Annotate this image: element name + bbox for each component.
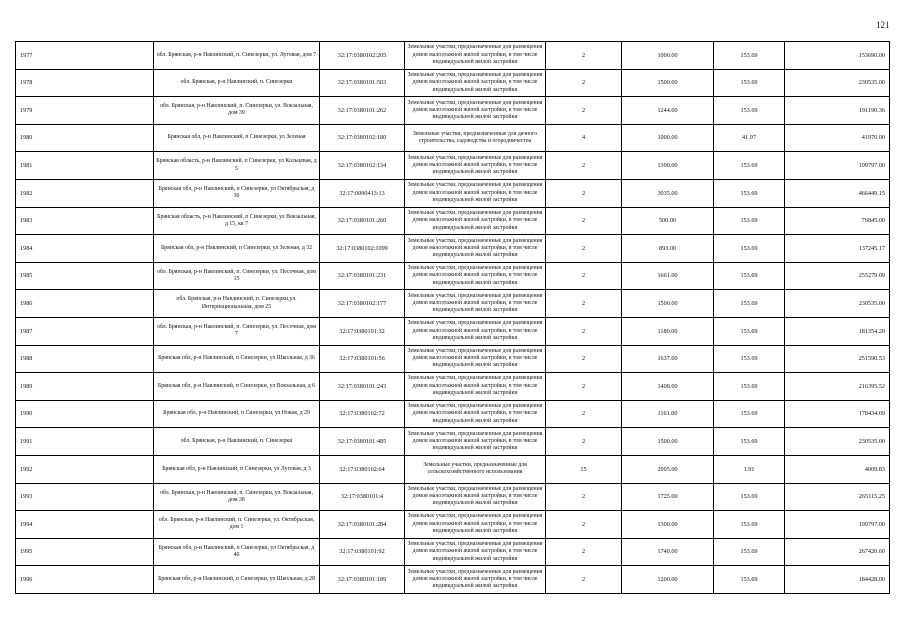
specific-value-cell: 153.69	[714, 69, 785, 97]
row-number-cell: 1983	[16, 207, 154, 235]
table-row	[16, 152, 890, 180]
address-cell: Брянская обл, р-н Навлинский, п Синезерки, ул Октябрьская, д 30	[154, 179, 320, 207]
land-use-purpose-cell: Земельные участки, предназначенные для размещения домов малоэтажной жилой застройки, в том числе индивидуальной жилой застройки	[405, 179, 546, 207]
table-row	[16, 235, 890, 263]
cadastral-number-cell: 32:17:0380101:284	[320, 511, 405, 539]
specific-value-cell: 153.69	[714, 97, 785, 125]
address-cell: обл. Брянская, р-н Навлинский, п. Синезерки,ул. Интернациональная, дом 25	[154, 290, 320, 318]
cadastral-value-cell: 216395.52	[785, 373, 890, 401]
cadastral-value-cell: 230535.00	[785, 428, 890, 456]
row-number-cell: 1987	[16, 317, 154, 345]
table-row	[16, 69, 890, 97]
table-row	[16, 97, 890, 125]
row-number-cell: 1984	[16, 235, 154, 263]
land-use-purpose-cell: Земельные участки, предназначенные для размещения домов малоэтажной жилой застройки, в том числе индивидуальной жилой застройки	[405, 207, 546, 235]
specific-value-cell: 153.69	[714, 511, 785, 539]
address-cell: Брянская обл, р-н Навлинский, п Синезерки, ул Луговая, д 3	[154, 455, 320, 483]
cadastral-number-cell: 32:17:0380102:177	[320, 290, 405, 318]
land-use-purpose-cell: Земельные участки, предназначенные для сельскохозяйственного использования	[405, 455, 546, 483]
page-number: 121	[876, 20, 890, 30]
table-row	[16, 42, 890, 70]
specific-value-cell: 153.69	[714, 179, 785, 207]
cadastral-number-cell: 32:17:0380101:503	[320, 69, 405, 97]
land-use-group-cell: 2	[546, 511, 622, 539]
address-cell: Брянская обл, р-н Навлинский, п Синезерки, ул Школьная, д 36	[154, 345, 320, 373]
land-use-group-cell: 2	[546, 428, 622, 456]
area-cell: 2095.00	[622, 455, 714, 483]
cadastral-value-cell: 178434.09	[785, 400, 890, 428]
row-number-cell: 1996	[16, 566, 154, 594]
area-cell: 1300.00	[622, 511, 714, 539]
table-row	[16, 124, 890, 152]
land-use-purpose-cell: Земельные участки, предназначенные для размещения домов малоэтажной жилой застройки, в том числе индивидуальной жилой застройки	[405, 290, 546, 318]
cadastral-number-cell: 32:17:0380102:64	[320, 455, 405, 483]
address-cell: Брянская обл, р-н Навлинский, п Синезерки, ул Зеленая, д 32	[154, 235, 320, 263]
area-cell: 3035.00	[622, 179, 714, 207]
table-row	[16, 207, 890, 235]
row-number-cell: 1980	[16, 124, 154, 152]
table-row	[16, 483, 890, 511]
cadastral-value-cell: 230535.00	[785, 290, 890, 318]
cadastral-value-cell: 184428.00	[785, 566, 890, 594]
table-row	[16, 538, 890, 566]
land-use-group-cell: 2	[546, 317, 622, 345]
land-use-purpose-cell: Земельные участки, предназначенные для размещения домов малоэтажной жилой застройки, в том числе индивидуальной жилой застройки	[405, 566, 546, 594]
address-cell: обл. Брянская, р-н Навлинский, п. Синезерки, ул. Октябрьская, дом 1	[154, 511, 320, 539]
land-use-group-cell: 2	[546, 97, 622, 125]
area-cell: 1300.00	[622, 152, 714, 180]
table-row	[16, 345, 890, 373]
cadastral-number-cell: 32:17:0380101:189	[320, 566, 405, 594]
table-row	[16, 566, 890, 594]
land-use-purpose-cell: Земельные участки, предназначенные для размещения домов малоэтажной жилой застройки, в том числе индивидуальной жилой застройки	[405, 373, 546, 401]
row-number-cell: 1977	[16, 42, 154, 70]
area-cell: 1000.00	[622, 42, 714, 70]
table-row	[16, 400, 890, 428]
land-use-purpose-cell: Земельные участки, предназначенные для размещения домов малоэтажной жилой застройки, в том числе индивидуальной жилой застройки	[405, 317, 546, 345]
cadastral-number-cell: 32:17:0380102:134	[320, 152, 405, 180]
cadastral-number-cell: 32:17:0380102:205	[320, 42, 405, 70]
land-use-group-cell: 2	[546, 262, 622, 290]
cadastral-number-cell: 32:17:0380101:243	[320, 373, 405, 401]
cadastral-number-cell: 32:17:0380102:1099	[320, 235, 405, 263]
cadastral-number-cell: 32:17:0380102:180	[320, 124, 405, 152]
area-cell: 500.00	[622, 207, 714, 235]
address-cell: Брянская область, р-н Навлинский, п Синезерки, ул Вокзальная, д 15, кв 7	[154, 207, 320, 235]
specific-value-cell: 153.69	[714, 428, 785, 456]
land-use-group-cell: 2	[546, 290, 622, 318]
table-row	[16, 290, 890, 318]
specific-value-cell: 153.69	[714, 42, 785, 70]
address-cell: обл. Брянская, р-н Навлинский, п. Синезерки, ул. Вокзальная, дом 39	[154, 97, 320, 125]
cadastral-value-cell: 181354.20	[785, 317, 890, 345]
cadastral-number-cell: 32:17:0380101:56	[320, 345, 405, 373]
area-cell: 1661.00	[622, 262, 714, 290]
specific-value-cell: 153.69	[714, 373, 785, 401]
specific-value-cell: 153.69	[714, 290, 785, 318]
row-number-cell: 1988	[16, 345, 154, 373]
cadastral-value-cell: 76845.00	[785, 207, 890, 235]
area-cell: 1408.00	[622, 373, 714, 401]
land-use-group-cell: 2	[546, 69, 622, 97]
specific-value-cell: 153.69	[714, 566, 785, 594]
cadastral-value-cell: 251590.53	[785, 345, 890, 373]
land-use-group-cell: 2	[546, 566, 622, 594]
land-use-purpose-cell: Земельные участки, предназначенные для размещения домов малоэтажной жилой застройки, в том числе индивидуальной жилой застройки	[405, 42, 546, 70]
address-cell: обл. Брянская, р-н Навлинский, п. Синезерки, ул. Вокзальная, дом 38	[154, 483, 320, 511]
area-cell: 1161.00	[622, 400, 714, 428]
address-cell: Брянская обл, р-н Навлинский, п Синезерки, ул Новая, д 29	[154, 400, 320, 428]
cadastral-value-cell: 137245.17	[785, 235, 890, 263]
specific-value-cell: 153.69	[714, 262, 785, 290]
specific-value-cell: 41.97	[714, 124, 785, 152]
row-number-cell: 1990	[16, 400, 154, 428]
cadastral-number-cell: 32:17:0380101:262	[320, 97, 405, 125]
land-use-purpose-cell: Земельные участки, предназначенные для дачного строительства, садоводства и огородничества	[405, 124, 546, 152]
cadastral-value-cell: 255279.09	[785, 262, 890, 290]
address-cell: Брянская обл, р-н Навлинский, п Синезерки, ул Вокзальная, д 6	[154, 373, 320, 401]
land-use-purpose-cell: Земельные участки, предназначенные для размещения домов малоэтажной жилой застройки, в том числе индивидуальной жилой застройки	[405, 235, 546, 263]
specific-value-cell: 153.69	[714, 235, 785, 263]
cadastral-number-cell: 32:17:0380102:72	[320, 400, 405, 428]
address-cell: обл. Брянская, р-н Навлинский, п. Синезерки, ул. Луговая, дом 7	[154, 42, 320, 70]
row-number-cell: 1995	[16, 538, 154, 566]
land-use-purpose-cell: Земельные участки, предназначенные для размещения домов малоэтажной жилой застройки, в том числе индивидуальной жилой застройки	[405, 538, 546, 566]
cadastral-value-cell: 199797.00	[785, 152, 890, 180]
cadastral-value-cell: 199797.00	[785, 511, 890, 539]
land-use-group-cell: 2	[546, 345, 622, 373]
area-cell: 1500.00	[622, 69, 714, 97]
land-use-purpose-cell: Земельные участки, предназначенные для размещения домов малоэтажной жилой застройки, в том числе индивидуальной жилой застройки	[405, 152, 546, 180]
specific-value-cell: 153.69	[714, 400, 785, 428]
address-cell: обл. Брянская, р-н Навлинский, п. Синезерки, ул. Песочная, дом 7	[154, 317, 320, 345]
row-number-cell: 1978	[16, 69, 154, 97]
land-use-group-cell: 2	[546, 400, 622, 428]
row-number-cell: 1992	[16, 455, 154, 483]
cadastral-number-cell: 32:17:0380101:260	[320, 207, 405, 235]
area-cell: 1500.00	[622, 290, 714, 318]
land-use-purpose-cell: Земельные участки, предназначенные для размещения домов малоэтажной жилой застройки, в том числе индивидуальной жилой застройки	[405, 345, 546, 373]
area-cell: 1725.00	[622, 483, 714, 511]
land-use-purpose-cell: Земельные участки, предназначенные для размещения домов малоэтажной жилой застройки, в том числе индивидуальной жилой застройки	[405, 511, 546, 539]
cadastral-value-cell: 466449.15	[785, 179, 890, 207]
land-use-group-cell: 2	[546, 483, 622, 511]
area-cell: 1180.00	[622, 317, 714, 345]
specific-value-cell: 153.69	[714, 317, 785, 345]
cadastral-value-cell: 41970.00	[785, 124, 890, 152]
specific-value-cell: 153.69	[714, 207, 785, 235]
cadastral-value-cell: 4009.83	[785, 455, 890, 483]
specific-value-cell: 153.69	[714, 538, 785, 566]
table-row	[16, 179, 890, 207]
cadastral-number-cell: 32:17:0090413:13	[320, 179, 405, 207]
specific-value-cell: 153.69	[714, 483, 785, 511]
table-row	[16, 317, 890, 345]
land-use-purpose-cell: Земельные участки, предназначенные для размещения домов малоэтажной жилой застройки, в том числе индивидуальной жилой застройки	[405, 69, 546, 97]
cadastral-value-cell: 267420.60	[785, 538, 890, 566]
land-use-group-cell: 2	[546, 42, 622, 70]
cadastral-number-cell: 32:17:0380101:231	[320, 262, 405, 290]
specific-value-cell: 153.69	[714, 152, 785, 180]
land-use-purpose-cell: Земельные участки, предназначенные для размещения домов малоэтажной жилой застройки, в том числе индивидуальной жилой застройки	[405, 428, 546, 456]
land-use-group-cell: 15	[546, 455, 622, 483]
row-number-cell: 1991	[16, 428, 154, 456]
table-row	[16, 455, 890, 483]
land-use-purpose-cell: Земельные участки, предназначенные для размещения домов малоэтажной жилой застройки, в том числе индивидуальной жилой застройки	[405, 262, 546, 290]
land-use-group-cell: 2	[546, 152, 622, 180]
area-cell: 1740.00	[622, 538, 714, 566]
cadastral-value-cell: 265115.25	[785, 483, 890, 511]
row-number-cell: 1979	[16, 97, 154, 125]
row-number-cell: 1985	[16, 262, 154, 290]
row-number-cell: 1986	[16, 290, 154, 318]
land-use-group-cell: 2	[546, 179, 622, 207]
area-cell: 1244.00	[622, 97, 714, 125]
cadastral-value-cell: 153690.00	[785, 42, 890, 70]
row-number-cell: 1982	[16, 179, 154, 207]
land-use-purpose-cell: Земельные участки, предназначенные для размещения домов малоэтажной жилой застройки, в том числе индивидуальной жилой застройки	[405, 97, 546, 125]
cadastral-value-cell: 191190.36	[785, 97, 890, 125]
land-use-group-cell: 2	[546, 207, 622, 235]
address-cell: Брянская обл, р-н Навлинский, п Синезерки, ул Школьная, д 28	[154, 566, 320, 594]
table-row	[16, 262, 890, 290]
area-cell: 1637.00	[622, 345, 714, 373]
row-number-cell: 1981	[16, 152, 154, 180]
address-cell: Брянская обл, р-н Навлинский, п Синезерки, ул Октябрьская, д 40	[154, 538, 320, 566]
land-use-group-cell: 2	[546, 235, 622, 263]
address-cell: обл. Брянская, р-н Навлинский, п. Синезерки, ул. Песочная, дом 15	[154, 262, 320, 290]
land-use-purpose-cell: Земельные участки, предназначенные для размещения домов малоэтажной жилой застройки, в том числе индивидуальной жилой застройки	[405, 400, 546, 428]
area-cell: 893.00	[622, 235, 714, 263]
address-cell: обл. Брянская, р-н Навлинский, п. Синезерки	[154, 428, 320, 456]
land-use-group-cell: 2	[546, 538, 622, 566]
cadastral-number-cell: 32:17:0380101:485	[320, 428, 405, 456]
specific-value-cell: 1.91	[714, 455, 785, 483]
cadastral-number-cell: 32:17:0380101:4	[320, 483, 405, 511]
land-use-group-cell: 4	[546, 124, 622, 152]
specific-value-cell: 153.69	[714, 345, 785, 373]
land-use-purpose-cell: Земельные участки, предназначенные для размещения домов малоэтажной жилой застройки, в том числе индивидуальной жилой застройки	[405, 483, 546, 511]
cadastral-number-cell: 32:17:0380101:92	[320, 538, 405, 566]
cadastral-value-cell: 230535.00	[785, 69, 890, 97]
area-cell: 1200.00	[622, 566, 714, 594]
row-number-cell: 1989	[16, 373, 154, 401]
row-number-cell: 1994	[16, 511, 154, 539]
area-cell: 1500.00	[622, 428, 714, 456]
address-cell: Брянская область, р-н Навлинский, п Синезерки, ул Кольцевая, д 5	[154, 152, 320, 180]
table-row	[16, 373, 890, 401]
cadastral-number-cell: 32:17:0380101:32	[320, 317, 405, 345]
land-registry-table	[15, 41, 890, 594]
address-cell: Брянская обл, р-н Навлинский, п Синезерки, ул Зеленая	[154, 124, 320, 152]
area-cell: 1000.00	[622, 124, 714, 152]
address-cell: обл. Брянская, р-н Навлинский, п. Синезерки	[154, 69, 320, 97]
row-number-cell: 1993	[16, 483, 154, 511]
table-row	[16, 511, 890, 539]
land-use-group-cell: 2	[546, 373, 622, 401]
table-row	[16, 428, 890, 456]
